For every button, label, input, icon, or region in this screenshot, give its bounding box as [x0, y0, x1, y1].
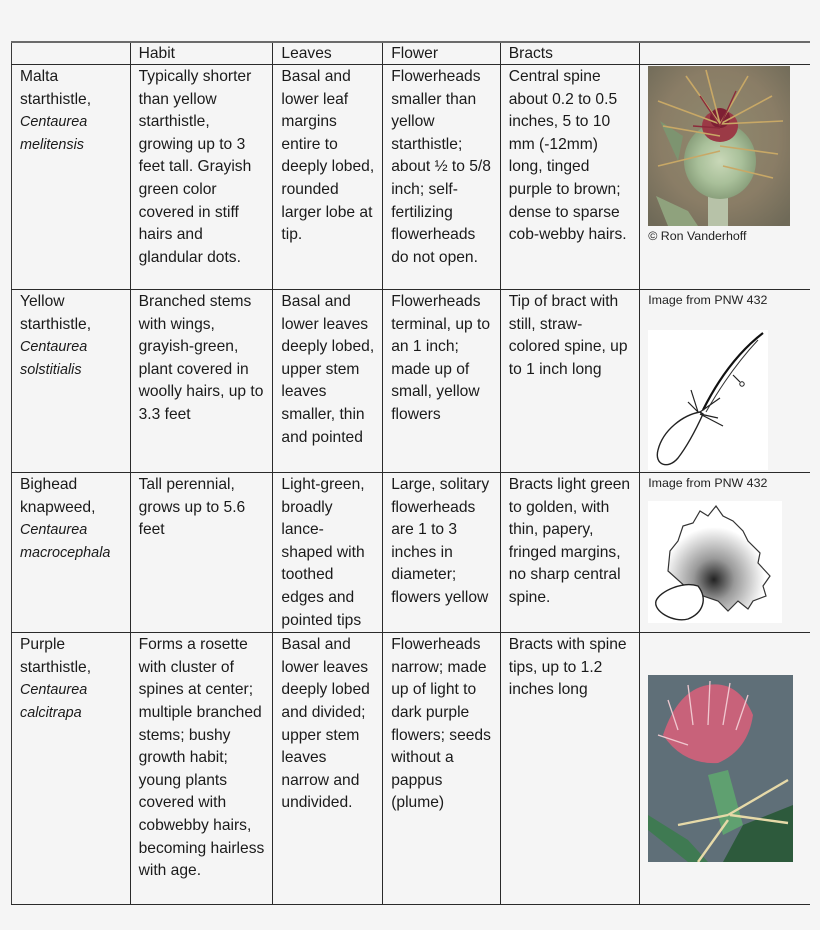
image-cell — [640, 473, 810, 633]
common-name: Yellow starthistle, — [20, 293, 92, 333]
habit-cell: Branched stems with wings, grayish-green, plant covered in woolly hairs, up to 3.3 feet — [130, 290, 273, 473]
table-row-bighead-knapweed — [12, 473, 811, 633]
flower-cell: Flowerheads narrow; made up of light to dark purple flowers; seeds without a pappus (plume) — [383, 633, 501, 905]
table-row-purple-starthistle — [12, 633, 811, 905]
header-leaves: Leaves — [273, 42, 383, 65]
common-name: Bighead knapweed, — [20, 476, 96, 516]
bracts-cell: Bracts with spine tips, up to 1.2 inches long — [500, 633, 639, 905]
scientific-name: Centaurea macrocephala — [20, 522, 111, 561]
header-row — [12, 42, 811, 65]
image-cell — [640, 65, 810, 290]
scientific-name: Centaurea melitensis — [20, 114, 88, 153]
flower-cell: Flowerheads terminal, up to an 1 inch; made up of small, yellow flowers — [383, 290, 501, 473]
species-cell — [12, 290, 131, 473]
table-row-yellow-starthistle — [12, 290, 811, 473]
habit-cell: Tall perennial, grows up to 5.6 feet — [130, 473, 273, 633]
leaves-cell: Light-green, broadly lance-shaped with toothed edges and pointed tips — [273, 473, 383, 633]
scientific-name: Centaurea calcitrapa — [20, 682, 88, 721]
image-cell — [640, 633, 810, 905]
image-source-caption: Image from PNW 432 — [648, 293, 768, 307]
header-bracts: Bracts — [500, 42, 639, 65]
image-source-caption: Image from PNW 432 — [648, 476, 768, 490]
starthistle-comparison-table — [11, 41, 810, 905]
table-row-malta-starthistle — [12, 65, 811, 290]
header-habit: Habit — [130, 42, 273, 65]
common-name: Malta starthistle, — [20, 68, 92, 108]
flower-cell: Large, solitary flowerheads are 1 to 3 inches in diameter; flowers yellow — [383, 473, 501, 633]
yellow-starthistle-bract-illustration — [648, 330, 768, 470]
bighead-knapweed-bract-illustration — [648, 501, 782, 623]
common-name: Purple starthistle, — [20, 636, 92, 676]
header-species — [12, 42, 131, 65]
species-cell — [12, 65, 131, 290]
image-cell — [640, 290, 810, 473]
header-image — [640, 42, 810, 65]
bracts-cell: Central spine about 0.2 to 0.5 inches, 5 to 10 mm (-12mm) long, tinged purple to brown; dense to sparse cob-webby hairs. — [500, 65, 639, 290]
flower-cell: Flowerheads smaller than yellow starthistle; about ½ to 5/8 inch; self-fertilizing flowerheads do not open. — [383, 65, 501, 290]
leaves-cell: Basal and lower leaves deeply lobed, upper stem leaves smaller, thin and pointed — [273, 290, 383, 473]
bracts-cell: Tip of bract with still, straw-colored spine, up to 1 inch long — [500, 290, 639, 473]
habit-cell: Typically shorter than yellow starthistle, growing up to 3 feet tall. Grayish green color covered in stiff hairs and glandular dots. — [130, 65, 273, 290]
malta-starthistle-photo — [648, 66, 790, 226]
scientific-name: Centaurea solstitialis — [20, 339, 88, 378]
leaves-cell: Basal and lower leaves deeply lobed and divided; upper stem leaves narrow and undivided. — [273, 633, 383, 905]
photo-credit: © Ron Vanderhoff — [648, 229, 747, 243]
bracts-cell: Bracts light green to golden, with thin, papery, fringed margins, no sharp central spine. — [500, 473, 639, 633]
species-cell — [12, 633, 131, 905]
leaves-cell: Basal and lower leaf margins entire to deeply lobed, rounded larger lobe at tip. — [273, 65, 383, 290]
header-flower: Flower — [383, 42, 501, 65]
habit-cell: Forms a rosette with cluster of spines at center; multiple branched stems; bushy growth habit; young plants covered with cobwebby hairs, becoming hairless with age. — [130, 633, 273, 905]
purple-starthistle-photo — [648, 675, 793, 862]
species-cell — [12, 473, 131, 633]
